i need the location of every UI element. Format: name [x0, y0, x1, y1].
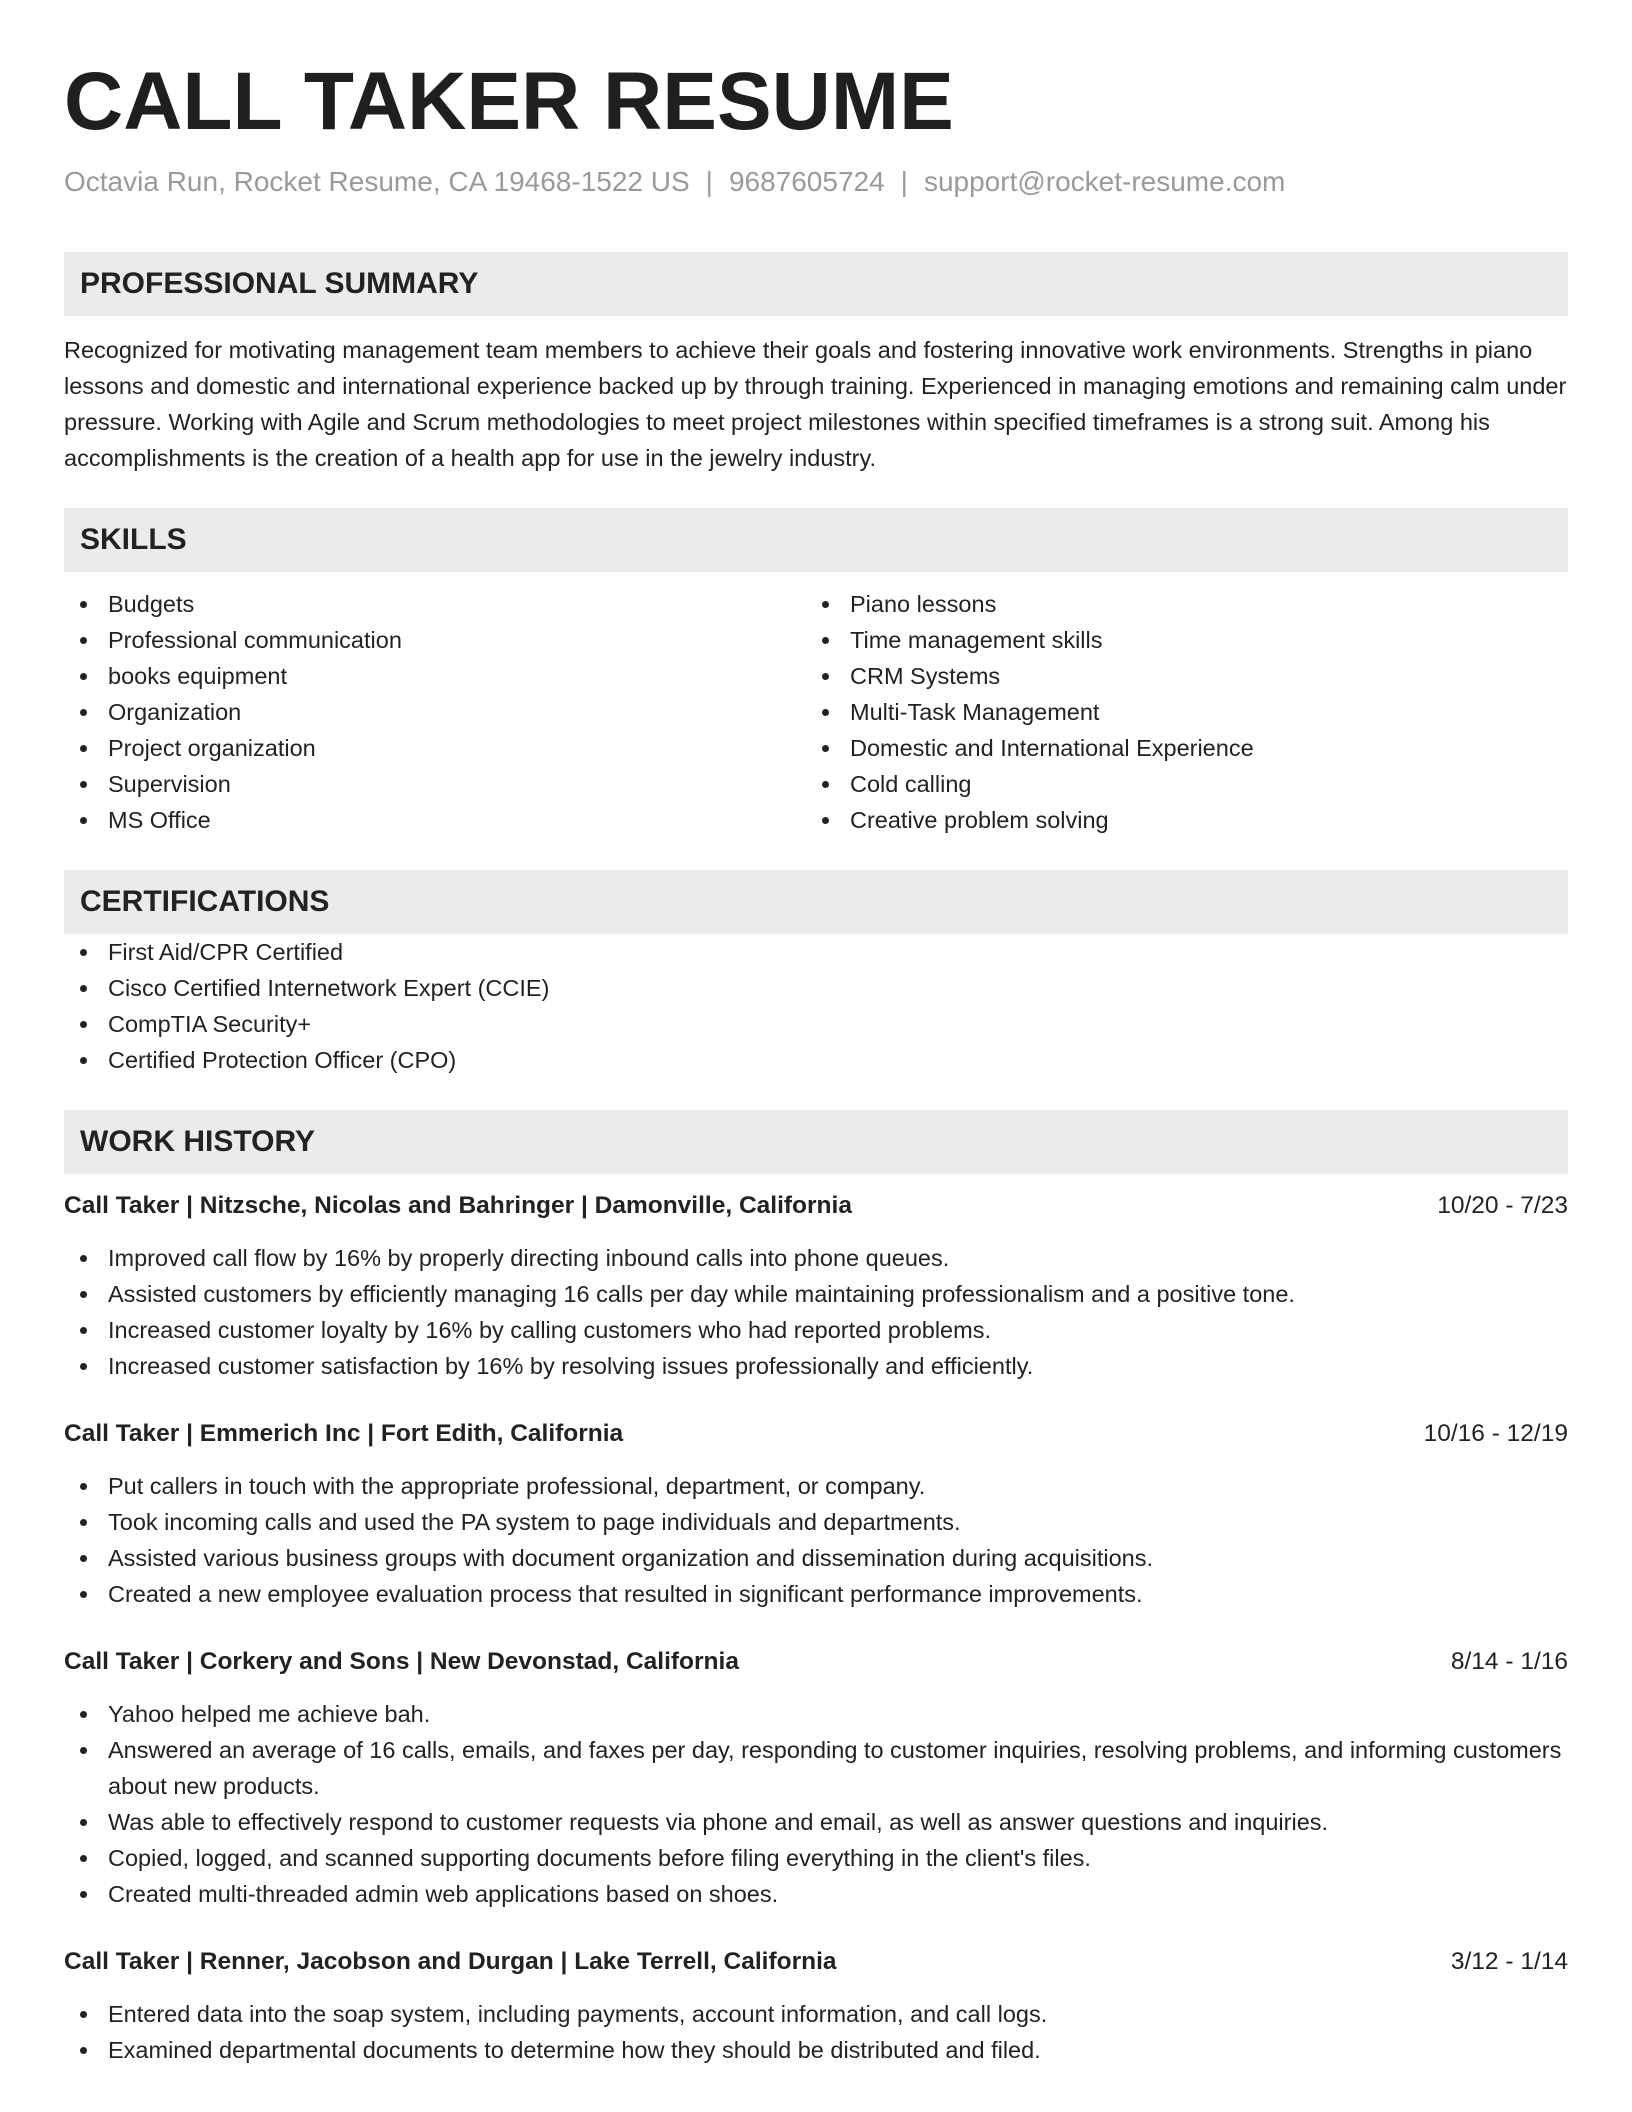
skills-list-right	[806, 586, 1548, 838]
section-heading-work-history: WORK HISTORY	[64, 1110, 1568, 1174]
certification-item: CompTIA Security+	[64, 1006, 1568, 1042]
skill-item: Multi-Task Management	[806, 694, 1548, 730]
job-bullet-list	[64, 1468, 1568, 1612]
job-bullet: Created a new employee evaluation process that resulted in significant performance improvements.	[64, 1576, 1568, 1612]
job-dates: 10/16 - 12/19	[1423, 1420, 1568, 1447]
skill-item: Piano lessons	[806, 586, 1548, 622]
job-bullet: Improved call flow by 16% by properly directing inbound calls into phone queues.	[64, 1240, 1568, 1276]
skill-item: Professional communication	[64, 622, 806, 658]
skill-item: Time management skills	[806, 622, 1548, 658]
job-title: Call Taker | Nitzsche, Nicolas and Bahringer | Damonville, California	[64, 1192, 852, 1219]
section-heading-summary: PROFESSIONAL SUMMARY	[64, 252, 1568, 316]
job-bullet: Assisted various business groups with document organization and dissemination during acquisitions.	[64, 1540, 1568, 1576]
contact-line	[64, 164, 1568, 200]
certifications-list	[64, 934, 1568, 1078]
contact-separator: |	[900, 166, 908, 197]
contact-email: support@rocket-resume.com	[923, 166, 1286, 197]
resume-title: CALL TAKER RESUME	[64, 56, 954, 147]
job-bullet: Yahoo helped me achieve bah.	[64, 1696, 1568, 1732]
job-entry	[64, 1944, 1568, 2068]
skill-item: Creative problem solving	[806, 802, 1548, 838]
job-title: Call Taker | Corkery and Sons | New Devonstad, California	[64, 1648, 739, 1675]
job-header	[64, 1644, 1568, 1680]
skill-item: Project organization	[64, 730, 806, 766]
job-bullet: Was able to effectively respond to customer requests via phone and email, as well as answer questions and inquiries.	[64, 1804, 1568, 1840]
certification-item: Certified Protection Officer (CPO)	[64, 1042, 1568, 1078]
job-bullet: Increased customer loyalty by 16% by calling customers who had reported problems.	[64, 1312, 1568, 1348]
job-bullet-list	[64, 1696, 1568, 1912]
skill-item: Supervision	[64, 766, 806, 802]
work-history-list	[64, 1188, 1568, 2068]
certification-item: First Aid/CPR Certified	[64, 934, 1568, 970]
section-heading-skills: SKILLS	[64, 508, 1568, 572]
job-title: Call Taker | Emmerich Inc | Fort Edith, California	[64, 1420, 624, 1447]
skill-item: Budgets	[64, 586, 806, 622]
skill-item: CRM Systems	[806, 658, 1548, 694]
skills-list-left	[64, 586, 806, 838]
job-dates: 10/20 - 7/23	[1437, 1192, 1568, 1219]
skill-item: Organization	[64, 694, 806, 730]
contact-separator: |	[705, 166, 713, 197]
job-bullet: Examined departmental documents to determine how they should be distributed and filed.	[64, 2032, 1568, 2068]
job-entry	[64, 1188, 1568, 1384]
job-header	[64, 1188, 1568, 1224]
job-bullet: Increased customer satisfaction by 16% by resolving issues professionally and efficiently.	[64, 1348, 1568, 1384]
skill-item: MS Office	[64, 802, 806, 838]
job-bullet-list	[64, 1996, 1568, 2068]
job-bullet: Created multi-threaded admin web applications based on shoes.	[64, 1876, 1568, 1912]
job-header	[64, 1416, 1568, 1452]
job-header	[64, 1944, 1568, 1980]
job-bullet: Entered data into the soap system, including payments, account information, and call logs.	[64, 1996, 1568, 2032]
job-bullet: Answered an average of 16 calls, emails, and faxes per day, responding to customer inquiries, resolving problems, and informing customers about new products.	[64, 1732, 1568, 1804]
job-entry	[64, 1416, 1568, 1612]
certification-item: Cisco Certified Internetwork Expert (CCIE)	[64, 970, 1568, 1006]
job-bullet: Took incoming calls and used the PA system to page individuals and departments.	[64, 1504, 1568, 1540]
summary-text: Recognized for motivating management team members to achieve their goals and fostering innovative work environments. Strengths in piano lessons and domestic and international experience backed up by through training. Experienced in managing emotions and remaining calm under pressure. Working with Agile and Scrum methodologies to meet project milestones within specified timeframes is a strong suit. Among his accomplishments is the creation of a health app for use in the jewelry industry.	[64, 337, 1567, 471]
section-heading-certifications: CERTIFICATIONS	[64, 870, 1568, 934]
contact-phone: 9687605724	[728, 166, 885, 197]
job-entry	[64, 1644, 1568, 1912]
job-bullet: Put callers in touch with the appropriate professional, department, or company.	[64, 1468, 1568, 1504]
contact-address: Octavia Run, Rocket Resume, CA 19468-1522 US	[64, 166, 690, 197]
skill-item: Cold calling	[806, 766, 1548, 802]
skill-item: Domestic and International Experience	[806, 730, 1548, 766]
skill-item: books equipment	[64, 658, 806, 694]
job-title: Call Taker | Renner, Jacobson and Durgan | Lake Terrell, California	[64, 1948, 837, 1975]
job-bullet: Assisted customers by efficiently managing 16 calls per day while maintaining professionalism and a positive tone.	[64, 1276, 1568, 1312]
skills-grid	[64, 586, 1568, 838]
job-bullet-list	[64, 1240, 1568, 1384]
job-dates: 8/14 - 1/16	[1450, 1648, 1568, 1675]
job-bullet: Copied, logged, and scanned supporting documents before filing everything in the client's files.	[64, 1840, 1568, 1876]
job-dates: 3/12 - 1/14	[1450, 1948, 1568, 1975]
